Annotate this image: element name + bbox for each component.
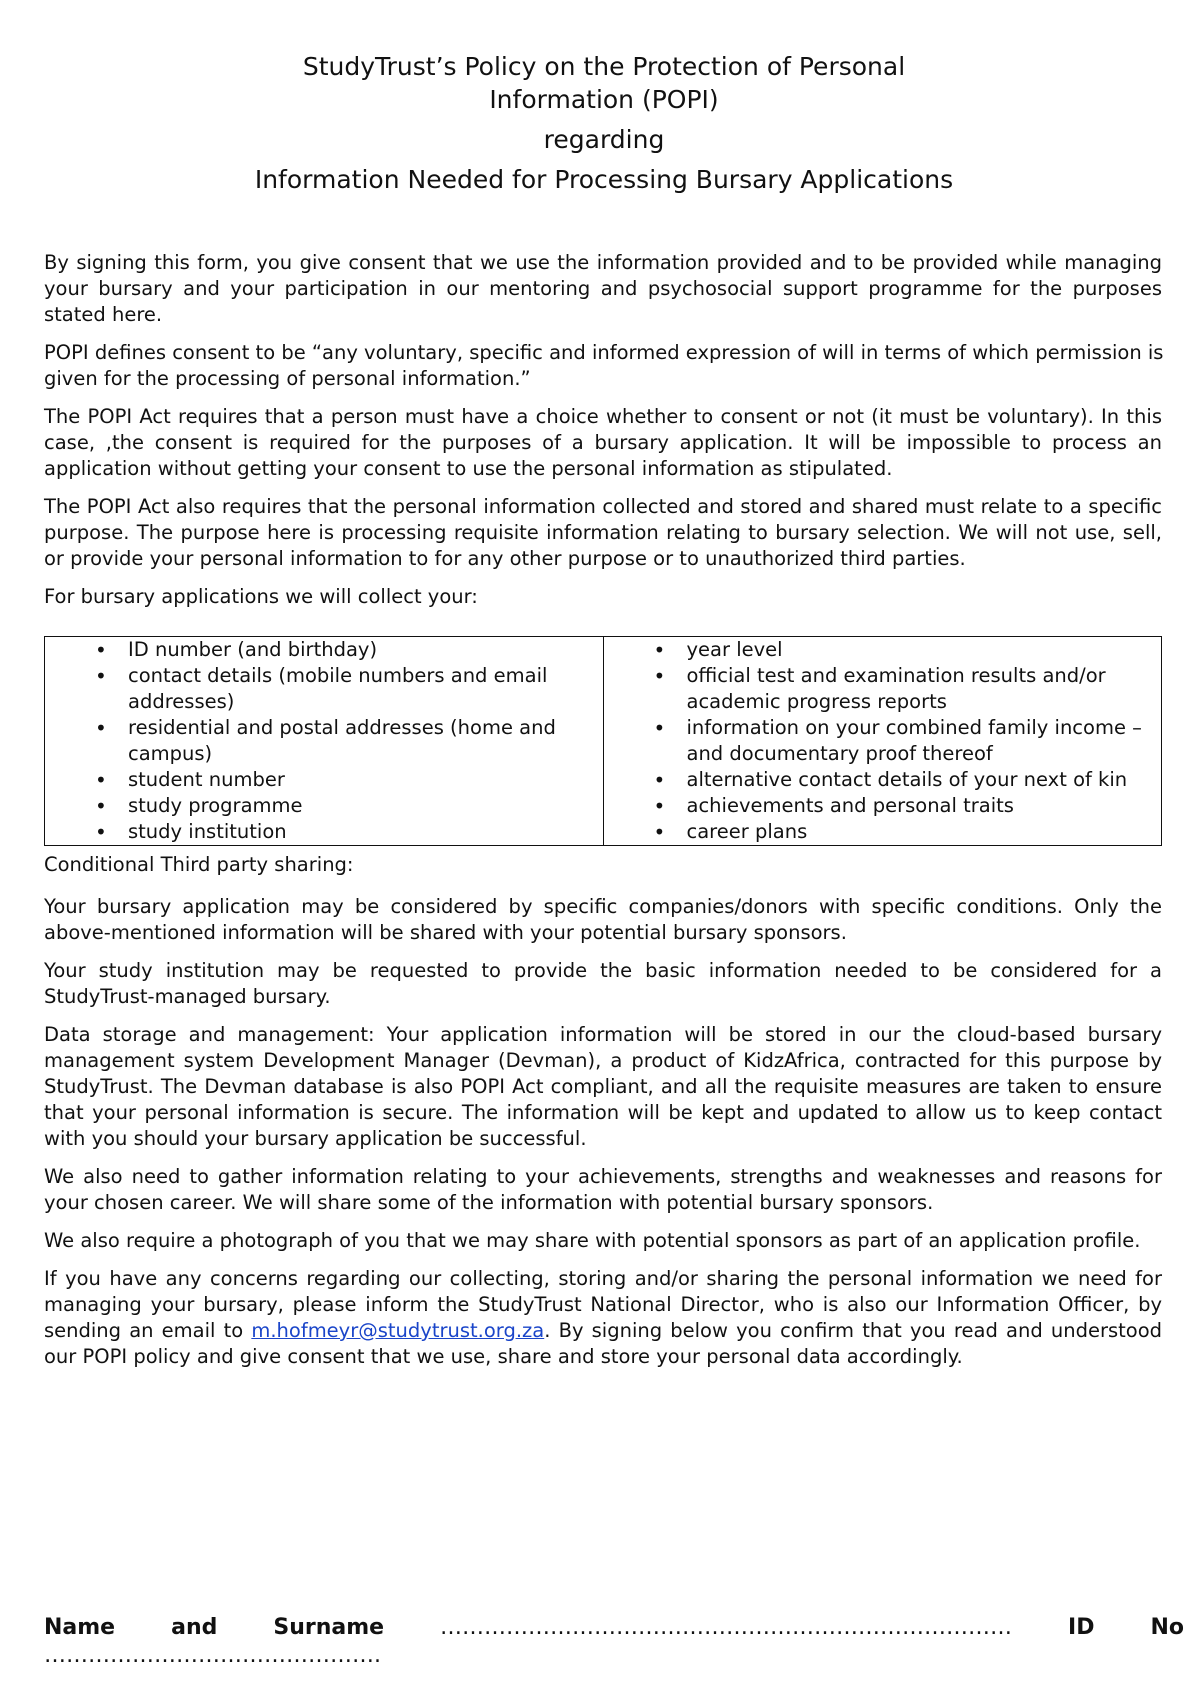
title-line-1: StudyTrust’s Policy on the Protection of Personal (302, 52, 906, 81)
purpose-paragraph: The POPI Act also requires that the personal information collected and stored and shared must relate to a specific purpose. The purpose here is processing requisite information relating to bursary selection. We will not use, sell, or provide your personal information to for any other purpose or to unauthorized third parties. (44, 495, 1162, 570)
list-item: • student number (128, 767, 597, 793)
list-item: • information on your combined family income – and documentary proof thereof (687, 715, 1156, 767)
institution-paragraph: Your study institution may be requested to provide the basic information needed to be considered for a StudyTrust-managed bursary. (44, 959, 1162, 1008)
document-body (44, 250, 1162, 1382)
consent-paragraph: By signing this form, you give consent that we use the information provided and to be provided while managing your bursary and your participation in our mentoring and psychosocial support programme for the purposes stated here. (44, 251, 1162, 326)
collected-info-table (44, 636, 1162, 846)
name-label: Name (44, 1615, 116, 1640)
third-party-heading: Conditional Third party sharing: (44, 853, 354, 876)
title-line-2: Information (POPI) (489, 85, 719, 114)
collected-info-left-column (45, 637, 604, 846)
name-field[interactable]: …………………………………………………………………… (440, 1615, 1013, 1640)
id-label: ID (1068, 1615, 1095, 1640)
sponsor-sharing-paragraph: Your bursary application may be considered by specific companies/donors with specific conditions. Only the above-mentioned information will be shared with your potential bursary sponsors. (44, 895, 1162, 944)
signature-block (44, 1614, 1184, 1670)
list-item: • contact details (mobile numbers and email addresses) (128, 663, 597, 715)
email-link[interactable]: m.hofmeyr@studytrust.org.za (251, 1319, 545, 1342)
title-regarding: regarding (543, 125, 665, 154)
list-item: • study programme (128, 793, 597, 819)
achievements-paragraph: We also need to gather information relating to your achievements, strengths and weaknesses and reasons for your chosen career. We will share some of the information with potential bursary sponsors. (44, 1165, 1162, 1214)
concerns-text: If you have any concerns regarding our collecting, storing and/or sharing the personal information we need for managing your bursary, please inform the StudyTrust National Director, who is also our Information Officer, by sending an email to (44, 1267, 1162, 1342)
list-item: • study institution (128, 819, 597, 845)
collect-intro: For bursary applications we will collect your: (44, 585, 478, 608)
list-item: • year level (687, 637, 1156, 663)
surname-label: Surname (273, 1615, 385, 1640)
list-item: • ID number (and birthday) (128, 637, 597, 663)
popi-definition-paragraph: POPI defines consent to be “any voluntary, specific and informed expression of will in terms of which permission is given for the processing of personal information.” (44, 341, 1164, 390)
concerns-paragraph (44, 1266, 1162, 1370)
voluntary-paragraph: The POPI Act requires that a person must have a choice whether to consent or not (it must be voluntary). In this case, ,the consent is required for the purposes of a bursary application. It will be impossible to process an application without getting your consent to use the personal information as stipulated. (44, 405, 1162, 480)
list-item: • career plans (687, 819, 1156, 845)
title-subject: Information Needed for Processing Bursary Applications (254, 165, 954, 194)
collected-info-right-column (603, 637, 1162, 846)
data-storage-paragraph: Data storage and management: Your application information will be stored in our the cloud-based bursary management system Development Manager (Devman), a product of KidzAfrica, contracted for this purpose by StudyTrust. The Devman database is also POPI Act compliant, and all the requisite measures are taken to ensure that your personal information is secure. The information will be kept and updated to allow us to keep contact with you should your bursary application be successful. (44, 1023, 1162, 1150)
list-item: • achievements and personal traits (687, 793, 1156, 819)
list-item: • official test and examination results and/or academic progress reports (687, 663, 1156, 715)
concerns-text-end: . By signing below you confirm that you read and understood our POPI policy and give consent that we use, share and store your personal data accordingly. (44, 1319, 1162, 1368)
no-label: No (1150, 1615, 1184, 1640)
list-item: • alternative contact details of your next of kin (687, 767, 1156, 793)
list-item: • residential and postal addresses (home and campus) (128, 715, 597, 767)
and-label: and (171, 1615, 218, 1640)
photograph-paragraph: We also require a photograph of you that we may share with potential sponsors as part of an application profile. (44, 1229, 1141, 1252)
document-title (44, 50, 1164, 196)
id-number-field[interactable]: ………………………………………. (44, 1643, 381, 1668)
